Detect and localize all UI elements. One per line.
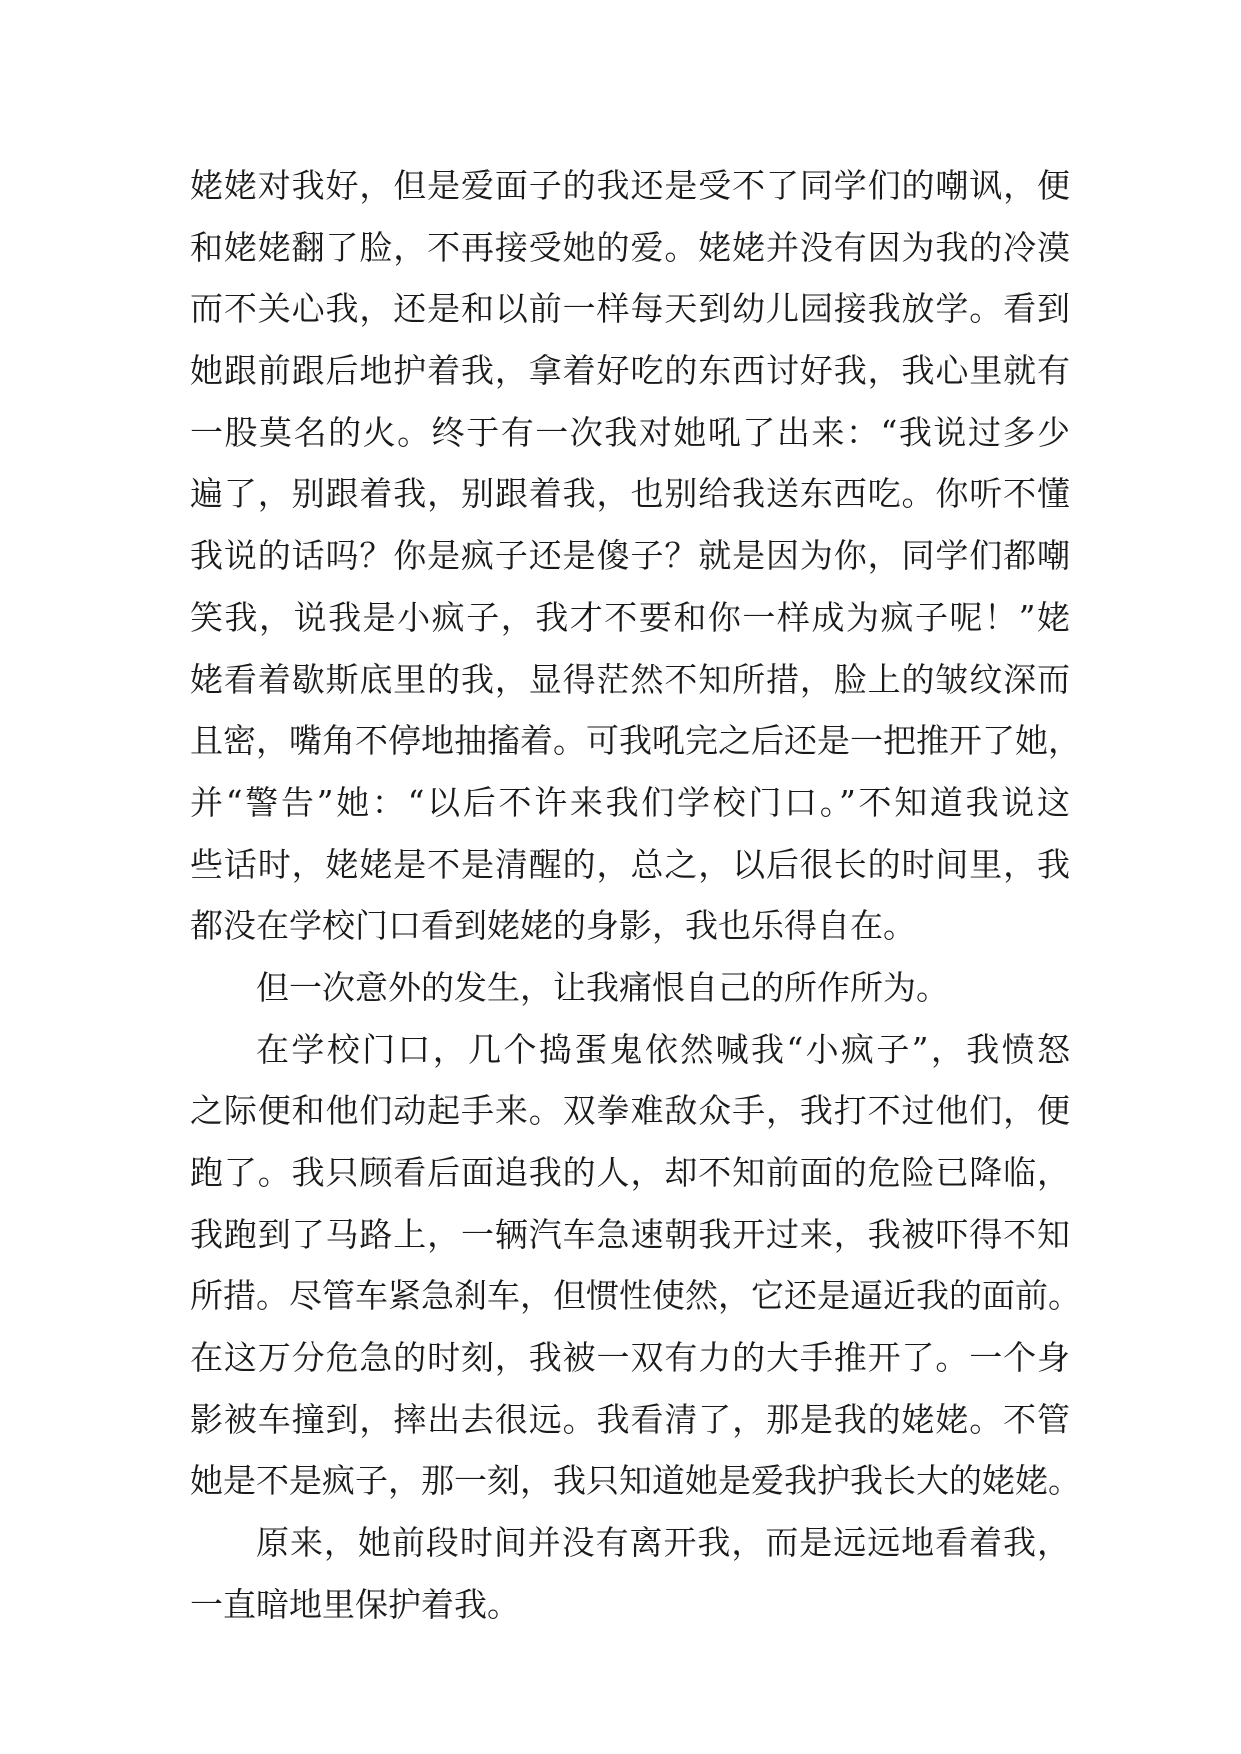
text-line: 些话时，姥姥是不是清醒的，总之，以后很长的时间里，我 (190, 844, 1070, 884)
text-line: 并“警告”她：“以后不许来我们学校门口。”不知道我说这 (190, 782, 1070, 822)
text-line: 所措。尽管车紧急刹车，但惯性使然，它还是逼近我的面前。 (190, 1276, 1081, 1316)
text-line: 她跟前跟后地护着我，拿着好吃的东西讨好我，我心里就有 (190, 351, 1070, 391)
text-line: 影被车撞到，摔出去很远。我看清了，那是我的姥姥。不管 (190, 1399, 1070, 1439)
text-line: 之际便和他们动起手来。双拳难敌众手，我打不过他们，便 (190, 1091, 1070, 1131)
text-line: 而不关心我，还是和以前一样每天到幼儿园接我放学。看到 (190, 289, 1070, 329)
text-line: 都没在学校门口看到姥姥的身影，我也乐得自在。 (190, 906, 916, 946)
text-line: 我跑到了马路上，一辆汽车急速朝我开过来，我被吓得不知 (190, 1214, 1070, 1254)
text-line: 但一次意外的发生，让我痛恨自己的所作所为。 (256, 967, 949, 1007)
body-text (190, 155, 1081, 1636)
text-line: 我说的话吗？你是疯子还是傻子？就是因为你，同学们都嘲 (190, 536, 1070, 576)
text-line: 和姥姥翻了脸，不再接受她的爱。姥姥并没有因为我的冷漠 (190, 227, 1070, 267)
text-line: 她是不是疯子，那一刻，我只知道她是爱我护我长大的姥姥。 (190, 1461, 1081, 1501)
text-line: 跑了。我只顾看后面追我的人，却不知前面的危险已降临， (190, 1153, 1070, 1192)
text-line: 且密，嘴角不停地抽搐着。可我吼完之后还是一把推开了她， (190, 721, 1081, 761)
text-line: 一直暗地里保护着我。 (190, 1584, 520, 1624)
text-line: 一股莫名的火。终于有一次我对她吼了出来：“我说过多少 (190, 412, 1070, 452)
text-line: 在这万分危急的时刻，我被一双有力的大手推开了。一个身 (190, 1338, 1070, 1378)
text-line: 笑我，说我是小疯子，我才不要和你一样成为疯子呢！”姥 (190, 597, 1070, 637)
text-line: 姥姥对我好，但是爱面子的我还是受不了同学们的嘲讽，便 (190, 166, 1070, 205)
text-line: 原来，她前段时间并没有离开我，而是远远地看着我， (256, 1523, 1070, 1563)
text-line: 遍了，别跟着我，别跟着我，也别给我送东西吃。你听不懂 (190, 474, 1070, 514)
text-line: 姥看着歇斯底里的我，显得茫然不知所措，脸上的皱纹深而 (190, 659, 1070, 699)
text-line: 在学校门口，几个捣蛋鬼依然喊我“小疯子”，我愤怒 (256, 1029, 1070, 1069)
